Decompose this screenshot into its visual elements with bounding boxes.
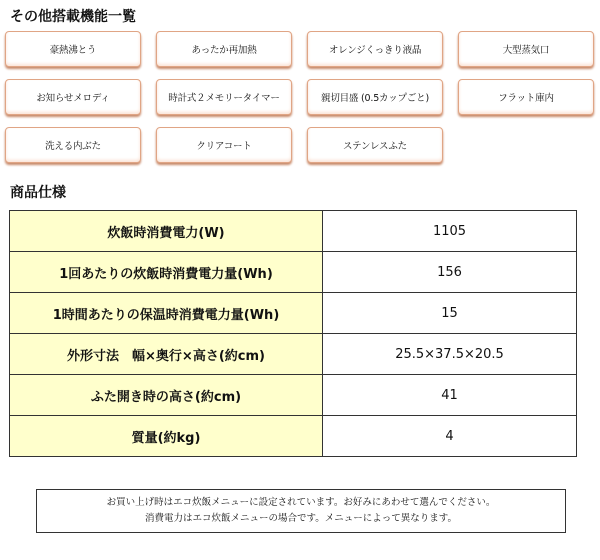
spec-label: 1時間あたりの保温時消費電力量(Wh) [10,293,323,334]
specs-table [9,210,577,457]
feature-button[interactable]: クリアコート [156,127,292,163]
feature-button[interactable]: 時計式２メモリータイマー [156,79,292,115]
note-text: 消費電力はエコ炊飯メニューの場合です。メニューによって異なります。 [145,513,457,524]
spec-label: ふた開き時の高さ(約cm) [10,375,323,416]
feature-button[interactable]: 洗える内ぶた [5,127,141,163]
feature-button[interactable]: ステンレスふた [307,127,443,163]
spec-value: 4 [323,416,577,457]
table-row [10,211,577,252]
feature-button[interactable]: 大型蒸気口 [458,31,594,67]
spec-label: 質量(約kg) [10,416,323,457]
table-row [10,416,577,457]
table-row [10,375,577,416]
specs-title: 商品仕様 [10,185,66,201]
feature-button[interactable]: お知らせメロディ [5,79,141,115]
feature-button[interactable]: 豪熱沸とう [5,31,141,67]
feature-button[interactable]: オレンジくっきり液晶 [307,31,443,67]
features-title: その他搭載機能一覧 [10,9,136,25]
spec-value: 15 [323,293,577,334]
spec-value: 25.5×37.5×20.5 [323,334,577,375]
table-row [10,252,577,293]
spec-label: 1回あたりの炊飯時消費電力量(Wh) [10,252,323,293]
table-row [10,334,577,375]
feature-button[interactable]: あったか再加熱 [156,31,292,67]
spec-value: 41 [323,375,577,416]
feature-button[interactable]: フラット庫内 [458,79,594,115]
table-row [10,293,577,334]
spec-value: 156 [323,252,577,293]
spec-value: 1105 [323,211,577,252]
feature-button[interactable]: 親切目盛 (0.5カップごと) [307,79,443,115]
spec-label: 外形寸法 幅×奥行×高さ(約cm) [10,334,323,375]
spec-label: 炊飯時消費電力(W) [10,211,323,252]
note-text: お買い上げ時はエコ炊飯メニューに設定されています。お好みにあわせて選んでください。 [106,497,496,508]
notes-box [36,489,566,533]
